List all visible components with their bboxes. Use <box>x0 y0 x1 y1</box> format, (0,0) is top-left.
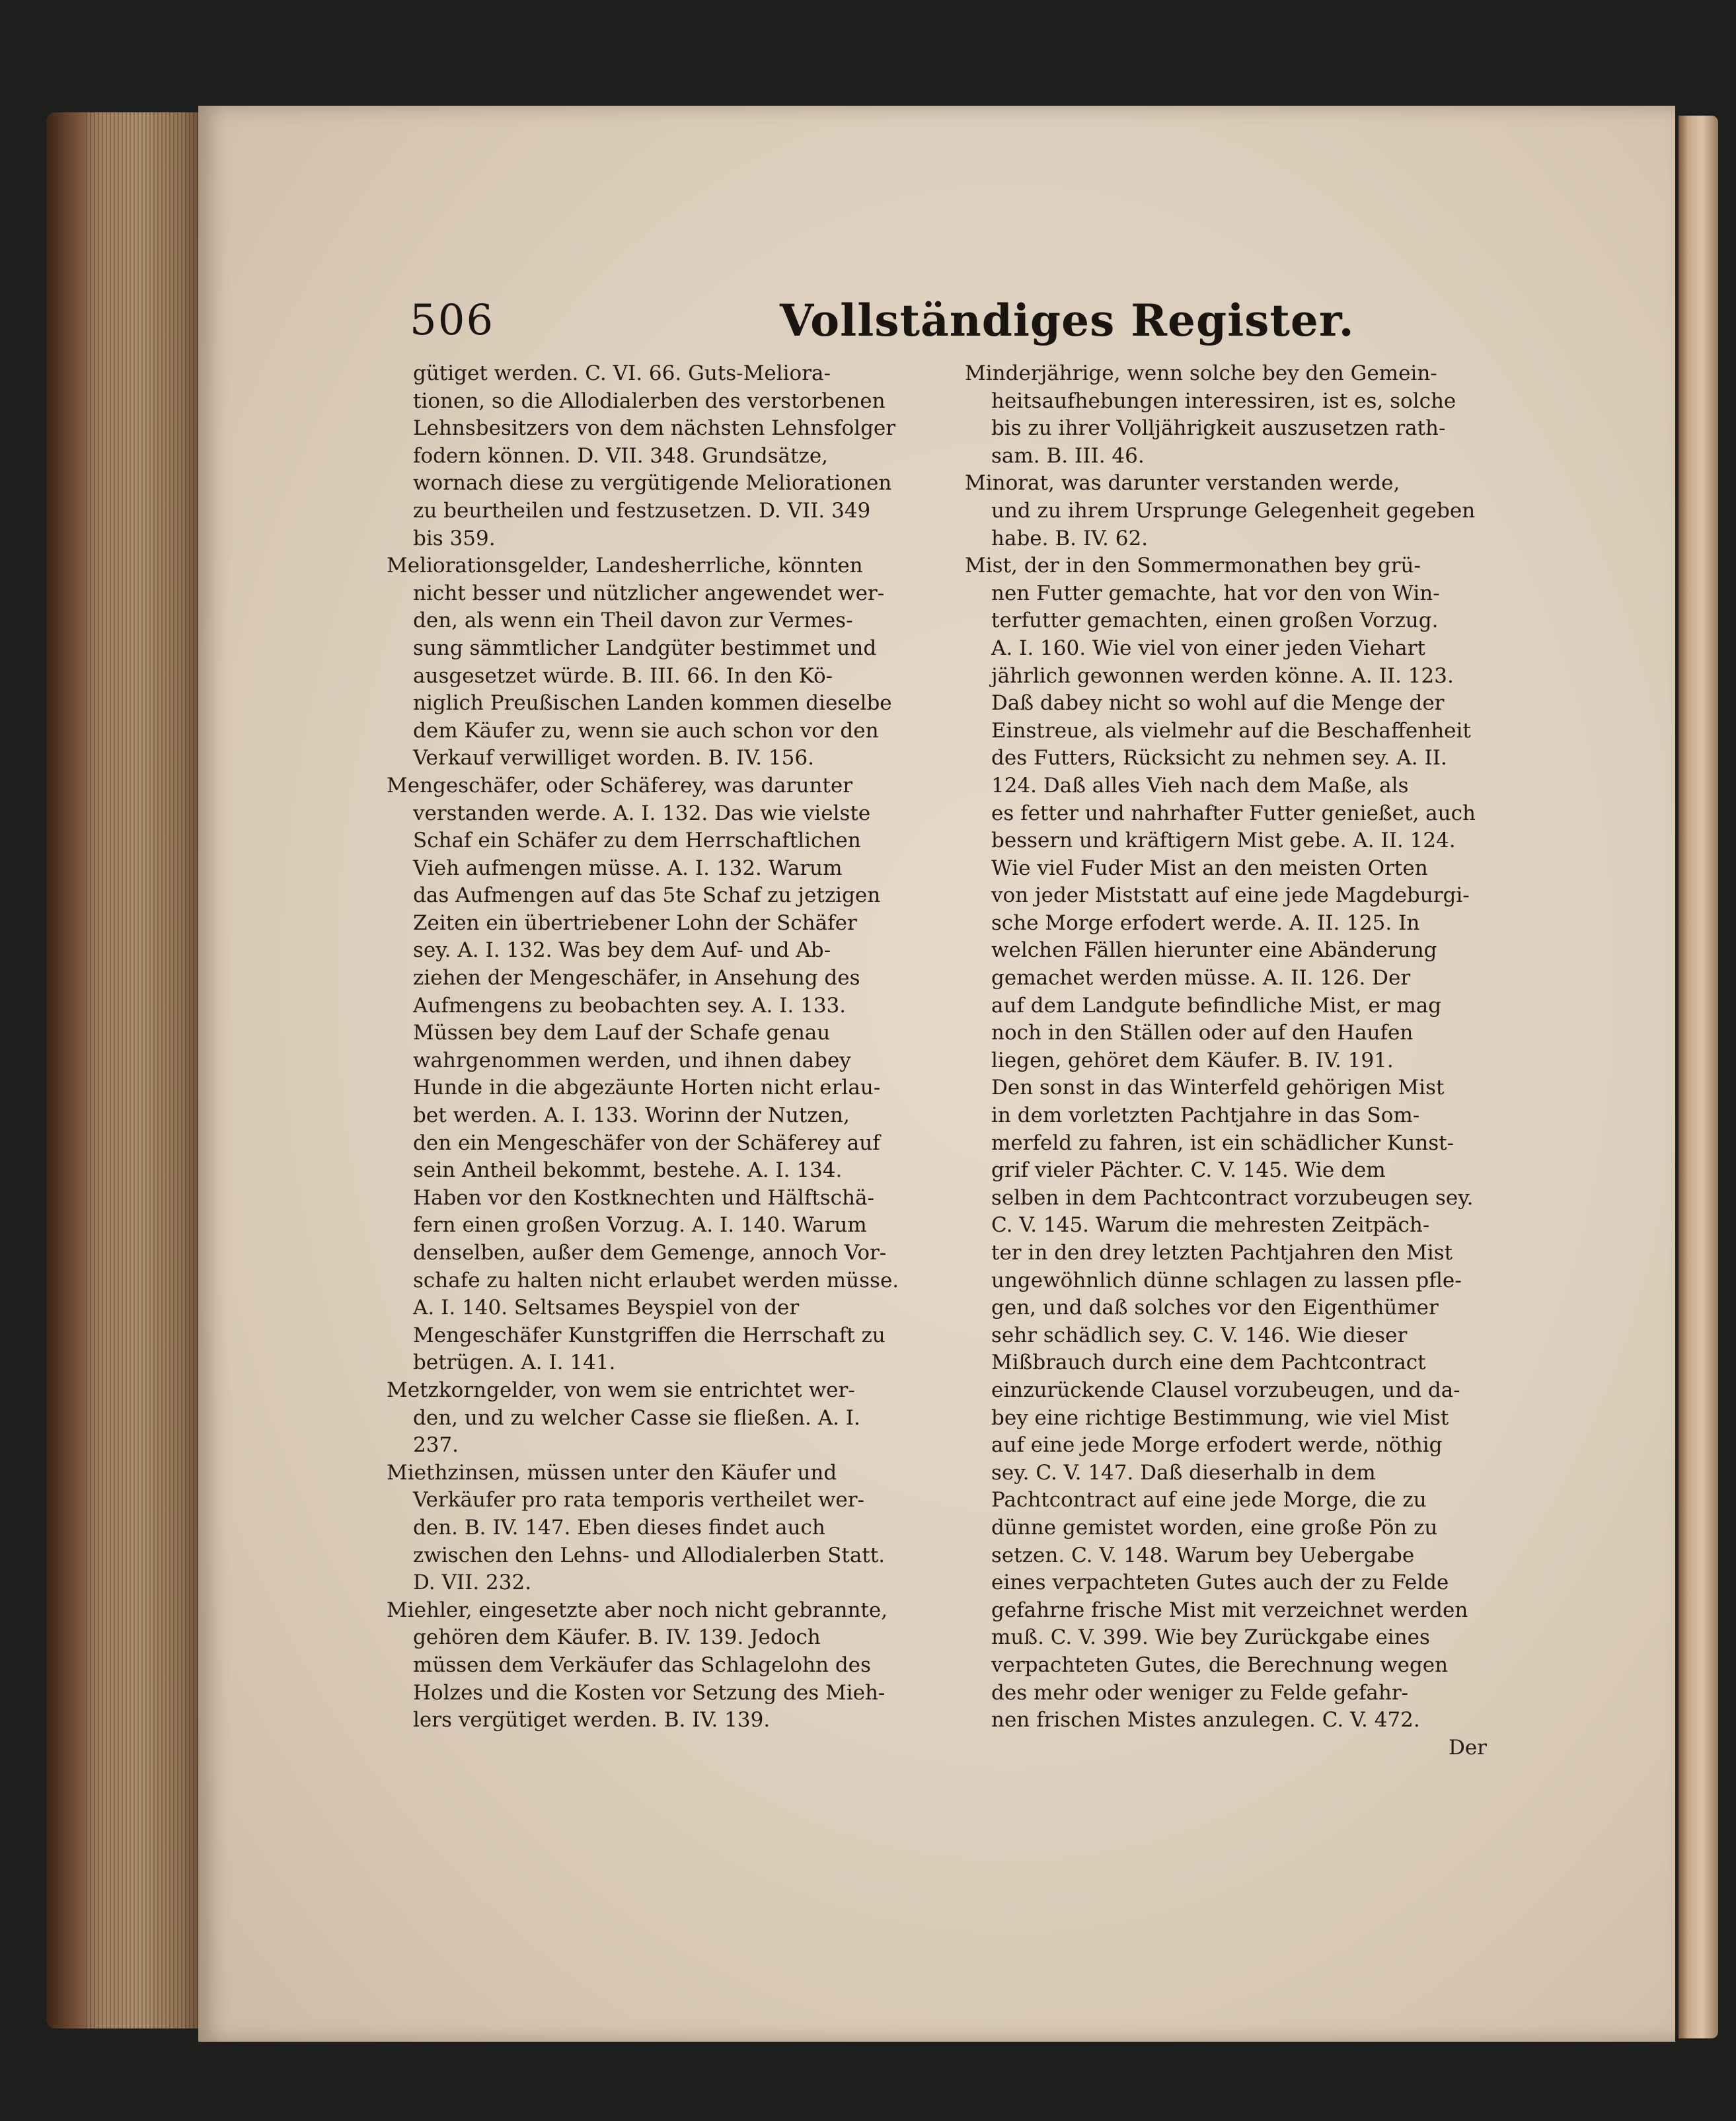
index-line: ausgesetzet würde. B. III. 66. In den Kö- <box>413 663 833 688</box>
index-entry-line: Mist, der in den Sommermonathen bey grü- <box>965 554 1421 578</box>
index-line: Wie viel Fuder Mist an den meisten Orten <box>991 856 1428 880</box>
index-line: Mißbrauch durch eine dem Pachtcontract <box>991 1351 1426 1375</box>
index-line: tionen, so die Allodialerben des verstorbenen <box>413 389 886 413</box>
index-line: müssen dem Verkäufer das Schlagelohn des <box>413 1653 871 1677</box>
index-line: Den sonst in das Winterfeld gehörigen Mist <box>991 1076 1445 1100</box>
index-line: Pachtcontract auf eine jede Morge, die zu <box>991 1488 1427 1512</box>
index-line: bey eine richtige Bestimmung, wie viel Mist <box>991 1405 1449 1430</box>
index-line: sung sämmtlicher Landgüter bestimmet und <box>413 636 877 660</box>
index-line: habe. B. IV. 62. <box>991 526 1149 550</box>
index-line: zu beurtheilen und festzusetzen. D. VII. 349 <box>413 498 871 523</box>
index-line: wornach diese zu vergütigende Meliorationen <box>413 471 892 496</box>
index-line: Mengeschäfer Kunstgriffen die Herrschaft zu <box>413 1323 886 1347</box>
index-line: betrügen. A. I. 141. <box>413 1351 616 1375</box>
index-line: ziehen der Mengeschäfer, in Ansehung des <box>413 966 860 990</box>
index-entry-line: Miehler, eingesetzte aber noch nicht gebrannte, <box>387 1598 888 1622</box>
index-line: des Futters, Rücksicht zu nehmen sey. A. II. <box>991 746 1447 770</box>
index-line: sehr schädlich sey. C. V. 146. Wie dieser <box>991 1323 1408 1347</box>
index-line: das Aufmengen auf das 5te Schaf zu jetzigen <box>413 883 881 908</box>
index-line: es fetter und nahrhafter Futter genießet, auch <box>991 801 1476 825</box>
index-line: bessern und kräftigern Mist gebe. A. II. 124. <box>991 829 1456 853</box>
index-line: wahrgenommen werden, und ihnen dabey <box>413 1048 851 1072</box>
index-entry-line: Meliorationsgelder, Landesherrliche, könnten <box>387 554 863 578</box>
index-line: muß. C. V. 399. Wie bey Zurückgabe eines <box>991 1625 1430 1650</box>
index-line: ter in den drey letzten Pachtjahren den Mist <box>991 1241 1453 1265</box>
facing-page-edge <box>1679 116 1718 2038</box>
index-line: schafe zu halten nicht erlaubet werden müsse. <box>413 1268 899 1292</box>
index-line: A. I. 160. Wie viel von einer jeden Viehart <box>991 636 1425 660</box>
index-line: nicht besser und nützlicher angewendet wer- <box>413 581 885 605</box>
index-line: Lehnsbesitzers von dem nächsten Lehnsfolger <box>413 416 896 441</box>
index-line: Haben vor den Kostknechten und Hälftschä- <box>413 1185 874 1210</box>
index-line: des mehr oder weniger zu Felde gefahr- <box>991 1680 1409 1705</box>
index-line: einzurückende Clausel vorzubeugen, und da- <box>991 1378 1460 1402</box>
index-entry-line: Miethzinsen, müssen unter den Käufer und <box>387 1460 837 1485</box>
index-line: bis 359. <box>413 526 496 550</box>
right-column <box>965 360 1500 1762</box>
index-line: Einstreue, als vielmehr auf die Beschaffenheit <box>991 718 1471 743</box>
index-line: Daß dabey nicht so wohl auf die Menge der <box>991 691 1445 716</box>
index-line: Schaf ein Schäfer zu dem Herrschaftlichen <box>413 829 861 853</box>
index-line: fern einen großen Vorzug. A. I. 140. Warum <box>413 1213 867 1238</box>
index-line: verstanden werde. A. I. 132. Das wie vielste <box>413 801 871 825</box>
index-line: Zeiten ein übertriebener Lohn der Schäfer <box>413 911 857 935</box>
left-column <box>387 360 928 1734</box>
index-line: bis zu ihrer Volljährigkeit auszusetzen rath- <box>991 416 1446 441</box>
index-line: Hunde in die abgezäunte Horten nicht erlau- <box>413 1076 881 1100</box>
index-line: Verkauf verwilliget worden. B. IV. 156. <box>413 746 814 770</box>
index-line: terfutter gemachten, einen großen Vorzug. <box>991 609 1439 633</box>
index-line: auf eine jede Morge erfodert werde, nöthig <box>991 1433 1443 1458</box>
index-line: in dem vorletzten Pachtjahre in das Som- <box>991 1103 1420 1128</box>
index-line: auf dem Landgute befindliche Mist, er mag <box>991 993 1442 1018</box>
index-line: den, als wenn ein Theil davon zur Vermes- <box>413 609 853 633</box>
index-line: noch in den Ställen oder auf den Haufen <box>991 1021 1414 1045</box>
index-line: nen Futter gemachte, hat vor den von Win- <box>991 581 1440 605</box>
index-line: lers vergütiget werden. B. IV. 139. <box>413 1708 771 1732</box>
index-line: sey. A. I. 132. Was bey dem Auf- und Ab- <box>413 938 831 963</box>
index-line: gefahrne frische Mist mit verzeichnet werden <box>991 1598 1468 1622</box>
index-line: gemachet werden müsse. A. II. 126. Der <box>991 966 1411 990</box>
index-line: heitsaufhebungen interessiren, ist es, solche <box>991 389 1456 413</box>
catchword: Der <box>1448 1735 1487 1760</box>
index-entry-line: Minderjährige, wenn solche bey den Gemein- <box>965 361 1437 385</box>
index-line: Holzes und die Kosten vor Setzung des Mieh- <box>413 1680 886 1705</box>
index-line: fodern können. D. VII. 348. Grundsätze, <box>413 443 829 468</box>
index-line: denselben, außer dem Gemenge, annoch Vor- <box>413 1241 887 1265</box>
index-line: verpachteten Gutes, die Berechnung wegen <box>991 1653 1449 1677</box>
index-line: den. B. IV. 147. Eben dieses findet auch <box>413 1515 825 1540</box>
index-line: merfeld zu fahren, ist ein schädlicher Kunst- <box>991 1131 1454 1155</box>
index-line: den, und zu welcher Casse sie fließen. A. I. <box>413 1405 860 1430</box>
index-line: welchen Fällen hierunter eine Abänderung <box>991 938 1437 963</box>
index-line: nen frischen Mistes anzulegen. C. V. 472. <box>991 1708 1420 1732</box>
index-line: Müssen bey dem Lauf der Schafe genau <box>413 1021 831 1045</box>
index-line: Aufmengens zu beobachten sey. A. I. 133. <box>413 993 847 1018</box>
index-line: dünne gemistet worden, eine große Pön zu <box>991 1515 1438 1540</box>
index-line: von jeder Miststatt auf eine jede Magdeburgi- <box>991 883 1470 908</box>
index-line: selben in dem Pachtcontract vorzubeugen sey. <box>991 1185 1474 1210</box>
index-line: Vieh aufmengen müsse. A. I. 132. Warum <box>413 856 843 880</box>
index-line: C. V. 145. Warum die mehresten Zeitpäch- <box>991 1213 1430 1238</box>
index-line: gehören dem Käufer. B. IV. 139. Jedoch <box>413 1625 821 1650</box>
running-title: Vollständiges Register. <box>780 295 1355 346</box>
index-line: sam. B. III. 46. <box>991 443 1145 468</box>
index-line: 237. <box>413 1433 459 1458</box>
index-line: liegen, gehöret dem Käufer. B. IV. 191. <box>991 1048 1394 1072</box>
index-entry-line: Minorat, was darunter verstanden werde, <box>965 471 1400 496</box>
page-number: 506 <box>410 296 495 345</box>
index-line: setzen. C. V. 148. Warum bey Uebergabe <box>991 1543 1415 1567</box>
index-entry-line: Metzkorngelder, von wem sie entrichtet wer- <box>387 1378 855 1402</box>
index-line: sche Morge erfodert werde. A. II. 125. In <box>991 911 1420 935</box>
index-line: grif vieler Pächter. C. V. 145. Wie dem <box>991 1158 1386 1183</box>
index-line: eines verpachteten Gutes auch der zu Felde <box>991 1571 1449 1595</box>
index-line: und zu ihrem Ursprunge Gelegenheit gegeben <box>991 498 1476 523</box>
index-line: A. I. 140. Seltsames Beyspiel von der <box>413 1296 800 1320</box>
book-page-edges <box>46 112 205 2028</box>
index-line: jährlich gewonnen werden könne. A. II. 123. <box>991 663 1454 688</box>
index-line: Verkäufer pro rata temporis vertheilet wer- <box>413 1488 865 1512</box>
index-line: gen, und daß solches vor den Eigenthümer <box>991 1296 1439 1320</box>
index-line: bet werden. A. I. 133. Worinn der Nutzen, <box>413 1103 850 1128</box>
index-line: gütiget werden. C. VI. 66. Guts-Meliora- <box>413 361 831 385</box>
index-line: niglich Preußischen Landen kommen dieselbe <box>413 691 892 716</box>
index-line: zwischen den Lehns- und Allodialerben Statt. <box>413 1543 886 1567</box>
page-header <box>211 291 1480 350</box>
index-line: sey. C. V. 147. Daß dieserhalb in dem <box>991 1460 1376 1485</box>
index-entry-line: Mengeschäfer, oder Schäferey, was darunter <box>387 773 853 798</box>
index-line: dem Käufer zu, wenn sie auch schon vor den <box>413 718 879 743</box>
index-line: ungewöhnlich dünne schlagen zu lassen pfle- <box>991 1268 1462 1292</box>
index-line: D. VII. 232. <box>413 1571 532 1595</box>
index-line: sein Antheil bekommt, bestehe. A. I. 134. <box>413 1158 843 1183</box>
index-line: den ein Mengeschäfer von der Schäferey auf <box>413 1131 880 1155</box>
index-line: 124. Daß alles Vieh nach dem Maße, als <box>991 773 1409 798</box>
